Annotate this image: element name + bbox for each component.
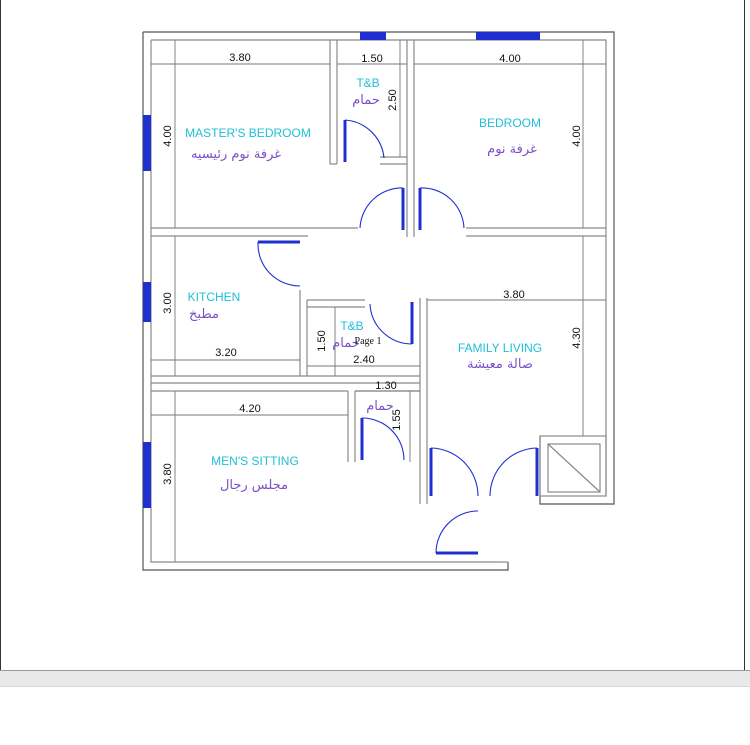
dim-bedroom-depth: 4.00 bbox=[571, 125, 583, 147]
label-family-living-ar: صالة معيشة bbox=[467, 357, 533, 372]
label-kitchen: KITCHEN bbox=[187, 290, 241, 304]
label-bath-middle-ar: حمام bbox=[332, 336, 360, 351]
dim-midbath-width: 2.40 bbox=[353, 354, 375, 366]
window-bedroom bbox=[476, 32, 540, 40]
door-bath-top-swing bbox=[345, 120, 384, 158]
dim-kitchen-depth: 3.00 bbox=[162, 292, 174, 314]
label-bath-top-ar: حمام bbox=[352, 93, 380, 108]
label-mens-sitting: MEN'S SITTING bbox=[211, 454, 299, 468]
dim-bath3-width: 1.30 bbox=[375, 380, 397, 392]
window-master bbox=[143, 115, 151, 171]
door-entrance-swing bbox=[436, 511, 478, 553]
dim-sitting-depth: 3.80 bbox=[162, 463, 174, 485]
dim-kitchen-width: 3.20 bbox=[215, 347, 237, 359]
dim-bath-top-depth: 2.50 bbox=[387, 89, 399, 111]
dim-bedroom-width: 4.00 bbox=[499, 53, 521, 65]
label-mens-sitting-ar: مجلس رجال bbox=[219, 478, 289, 493]
dim-sitting-width: 4.20 bbox=[239, 403, 261, 415]
label-bedroom: BEDROOM bbox=[478, 116, 542, 130]
label-bath-top: T&B bbox=[356, 76, 380, 90]
label-bath-middle: T&B bbox=[340, 319, 364, 333]
room-labels bbox=[185, 76, 542, 493]
page-marker: Page 1 bbox=[354, 336, 382, 347]
label-kitchen-ar: مطبخ bbox=[189, 307, 219, 322]
dim-living-width: 3.80 bbox=[503, 289, 525, 301]
window-bath-top bbox=[360, 32, 386, 40]
label-master-bedroom: MASTER'S BEDROOM bbox=[185, 126, 311, 140]
interior-walls bbox=[151, 40, 606, 504]
dim-bath3-depth: 1.55 bbox=[391, 409, 403, 431]
dim-midbath-depth: 1.50 bbox=[316, 330, 328, 352]
label-bedroom-ar: غرفة نوم bbox=[487, 142, 537, 157]
door-sitting-swing bbox=[431, 448, 478, 496]
label-family-living: FAMILY LIVING bbox=[457, 341, 543, 355]
shaft-diagonal bbox=[548, 444, 600, 492]
door-bedroom-swing bbox=[420, 188, 464, 228]
door-master-swing bbox=[360, 188, 403, 228]
windows bbox=[143, 32, 543, 508]
dim-bath-top-width: 1.50 bbox=[361, 53, 383, 65]
label-bath-bottom-ar: حمام bbox=[366, 399, 394, 414]
dim-master-depth: 4.00 bbox=[162, 125, 174, 147]
label-master-bedroom-ar: غرفة نوم رئيسيه bbox=[190, 147, 282, 162]
window-kitchen bbox=[143, 282, 151, 322]
dim-living-depth: 4.30 bbox=[571, 327, 583, 349]
door-kitchen-swing bbox=[258, 242, 300, 286]
window-sitting bbox=[143, 442, 151, 508]
dim-master-width: 3.80 bbox=[229, 52, 251, 64]
door-living-swing bbox=[490, 448, 537, 496]
